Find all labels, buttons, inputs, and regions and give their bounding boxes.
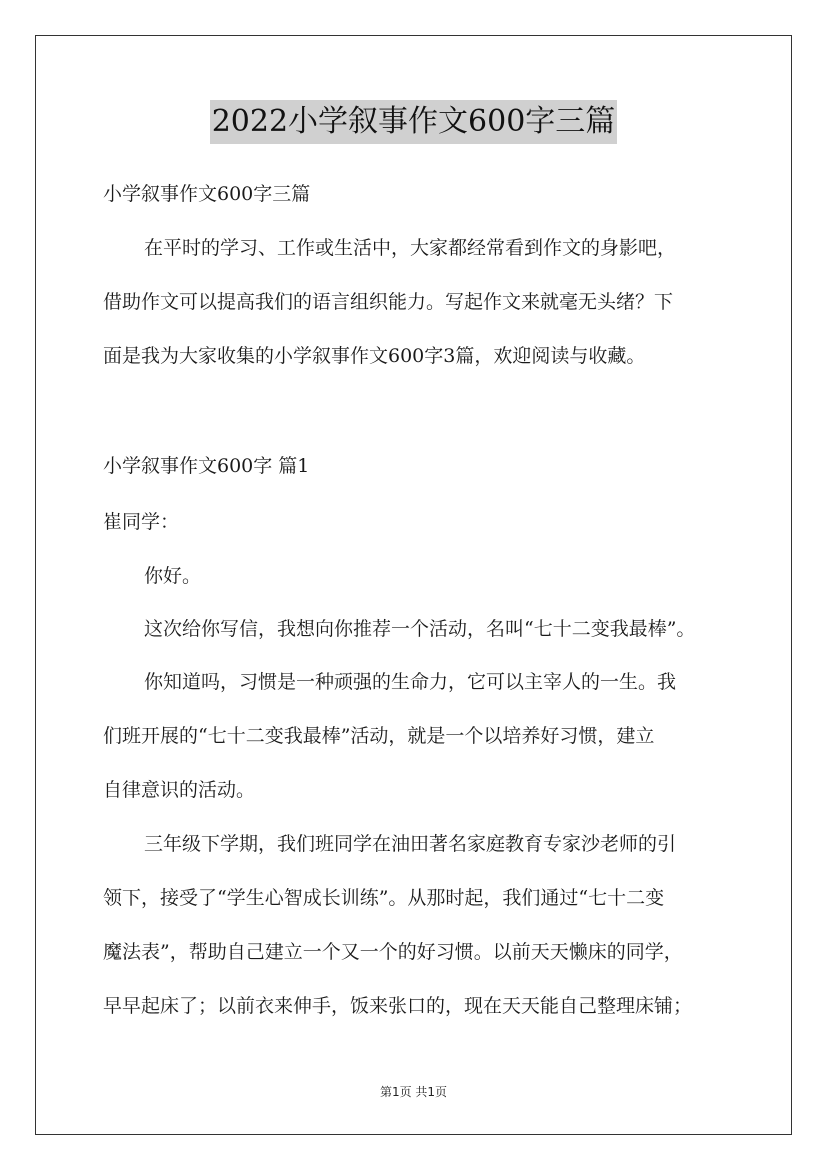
paragraph-line: 借助作文可以提高我们的语言组织能力。写起作文来就毫无头绪？下 — [103, 291, 674, 313]
section-heading: 小学叙事作文600字三篇 — [103, 183, 311, 205]
paragraph-line: 魔法表”，帮助自己建立一个又一个的好习惯。以前天天懒床的同学， — [103, 941, 683, 963]
paragraph-line: 这次给你写信，我想向你推荐一个活动，名叫“七十二变我最棒”。 — [144, 618, 696, 640]
paragraph-line: 自律意识的活动。 — [103, 779, 256, 801]
paragraph-line: 面是我为大家收集的小学叙事作文600字3篇，欢迎阅读与收藏。 — [103, 345, 646, 367]
paragraph-line: 你好。 — [144, 565, 202, 587]
paragraph-line: 三年级下学期，我们班同学在油田著名家庭教育专家沙老师的引 — [144, 833, 677, 855]
salutation: 崔同学： — [103, 511, 180, 533]
paragraph-line: 们班开展的“七十二变我最棒”活动，就是一个以培养好习惯，建立 — [103, 725, 655, 747]
paragraph-line: 你知道吗，习惯是一种顽强的生命力，它可以主宰人的一生。我 — [144, 671, 677, 693]
page-footer: 第1页 共1页 — [379, 1085, 448, 1099]
paragraph-line: 早早起床了；以前衣来伸手，饭来张口的，现在天天能自己整理床铺； — [103, 995, 693, 1017]
title-container — [0, 100, 827, 144]
document-title: 2022小学叙事作文600字三篇 — [210, 100, 618, 144]
paragraph-line: 在平时的学习、工作或生活中，大家都经常看到作文的身影吧， — [144, 237, 677, 259]
essay-heading: 小学叙事作文600字 篇1 — [103, 455, 310, 477]
paragraph-line: 领下，接受了“学生心智成长训练”。从那时起，我们通过“七十二变 — [103, 887, 665, 909]
